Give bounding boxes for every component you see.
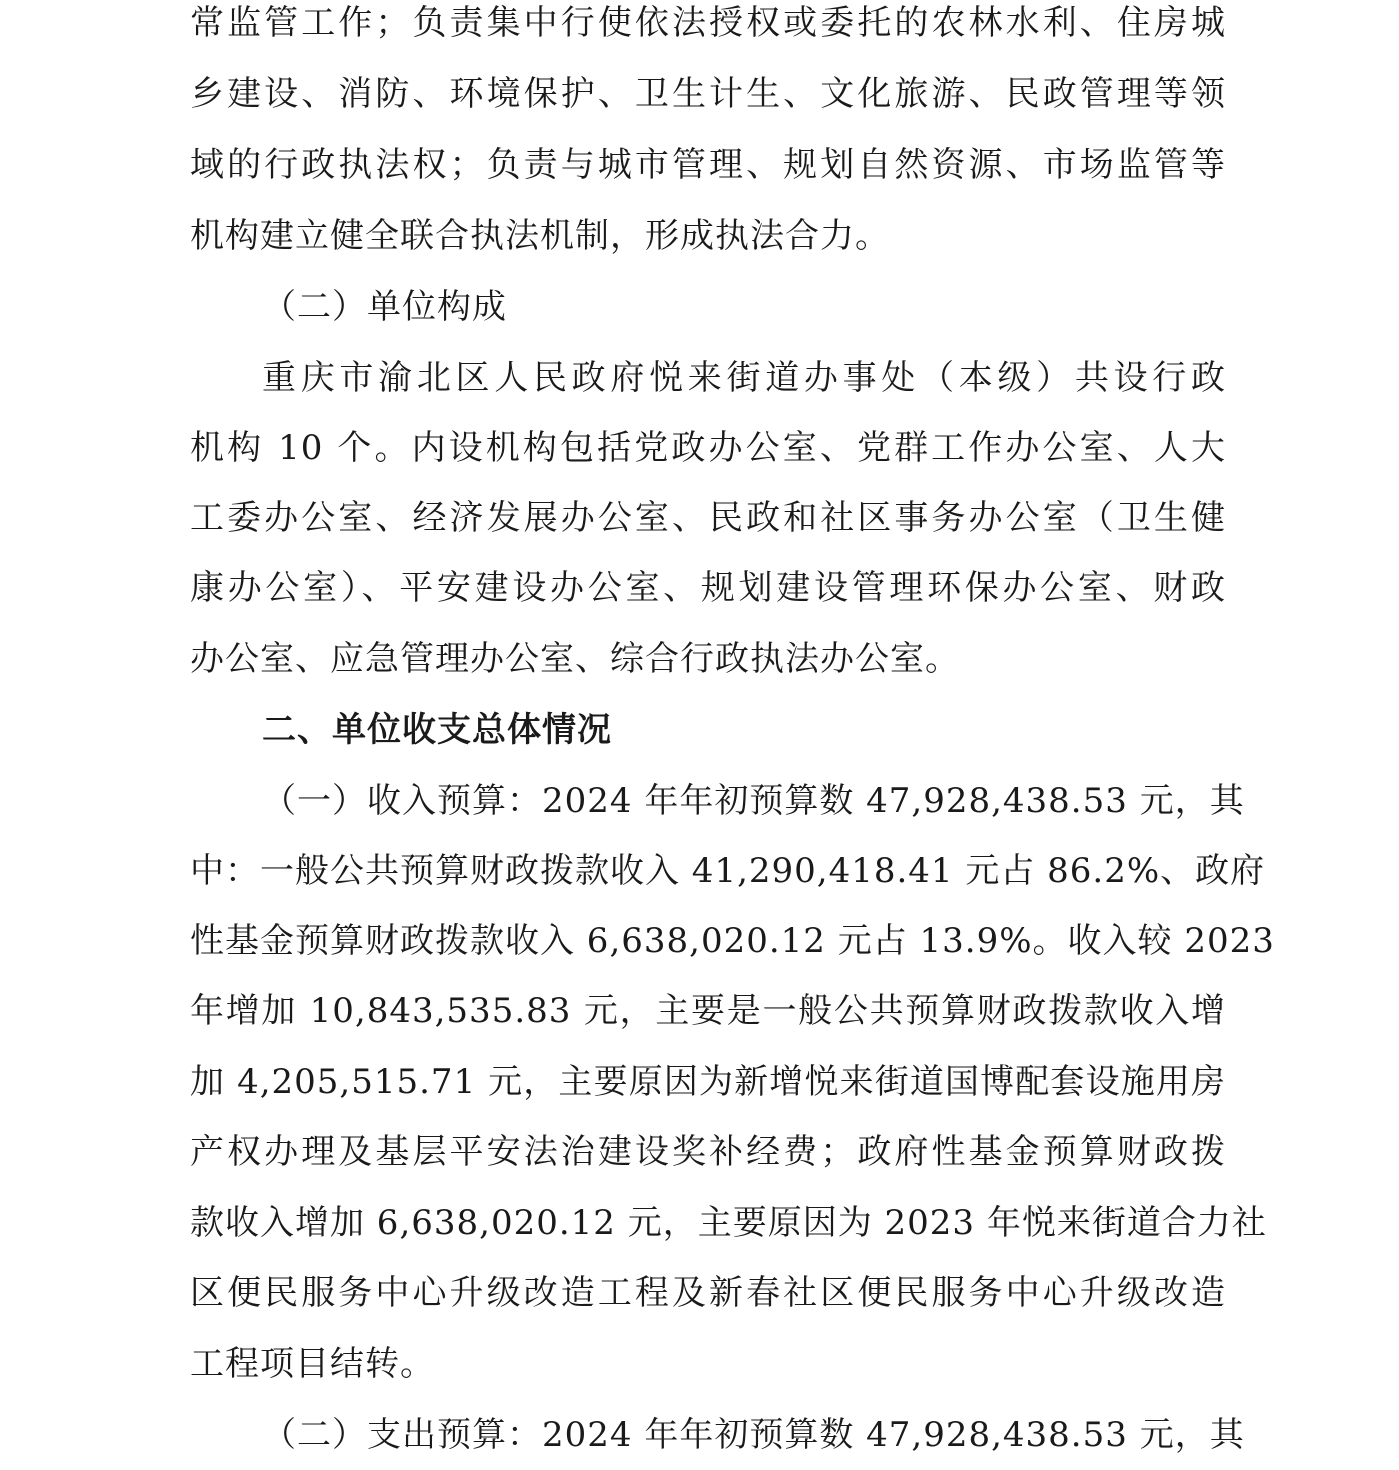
paragraph-line: 机构 10 个。内设机构包括党政办公室、党群工作办公室、人大 [190, 428, 1226, 468]
paragraph-text: 支出预算：2024 年年初预算数 47,928,438.53 元，其 [367, 1415, 1245, 1455]
paragraph-line: 常监管工作；负责集中行使依法授权或委托的农林水利、住房城 [190, 3, 1226, 43]
paragraph-line: 康办公室）、平安建设办公室、规划建设管理环保办公室、财政 [190, 568, 1226, 608]
list-marker: （一） [262, 781, 367, 821]
paragraph-line-expense [262, 1400, 1245, 1470]
paragraph-line-income [262, 766, 1245, 836]
list-marker: （二） [262, 1415, 367, 1455]
paragraph-line: 区便民服务中心升级改造工程及新春社区便民服务中心升级改造 [190, 1273, 1226, 1313]
paragraph-line: 工程项目结转。 [190, 1344, 435, 1384]
paragraph-line: 机构建立健全联合执法机制，形成执法合力。 [190, 216, 890, 256]
paragraph-line: 款收入增加 6,638,020.12 元，主要原因为 2023 年悦来街道合力社 [190, 1203, 1267, 1243]
paragraph-line: 重庆市渝北区人民政府悦来街道办事处（本级）共设行政 [262, 358, 1226, 398]
paragraph-line: 工委办公室、经济发展办公室、民政和社区事务办公室（卫生健 [190, 498, 1226, 538]
paragraph-line: 域的行政执法权；负责与城市管理、规划自然资源、市场监管等 [190, 145, 1226, 185]
paragraph-text: 收入预算：2024 年年初预算数 47,928,438.53 元，其 [367, 781, 1245, 821]
paragraph-line: 中：一般公共预算财政拨款收入 41,290,418.41 元占 86.2%、政府 [190, 851, 1266, 891]
paragraph-line: 办公室、应急管理办公室、综合行政执法办公室。 [190, 639, 960, 679]
paragraph-line: 性基金预算财政拨款收入 6,638,020.12 元占 13.9%。收入较 2023 [190, 921, 1275, 961]
paragraph-line: 加 4,205,515.71 元，主要原因为新增悦来街道国博配套设施用房 [190, 1062, 1226, 1102]
paragraph-line: 年增加 10,843,535.83 元，主要是一般公共预算财政拨款收入增 [190, 991, 1226, 1031]
section-heading: 二、单位收支总体情况 [262, 710, 612, 750]
paragraph-line: 产权办理及基层平安法治建设奖补经费；政府性基金预算财政拨 [190, 1132, 1226, 1172]
section-subheading: （二）单位构成 [262, 287, 507, 327]
paragraph-line: 乡建设、消防、环境保护、卫生计生、文化旅游、民政管理等领 [190, 74, 1226, 114]
